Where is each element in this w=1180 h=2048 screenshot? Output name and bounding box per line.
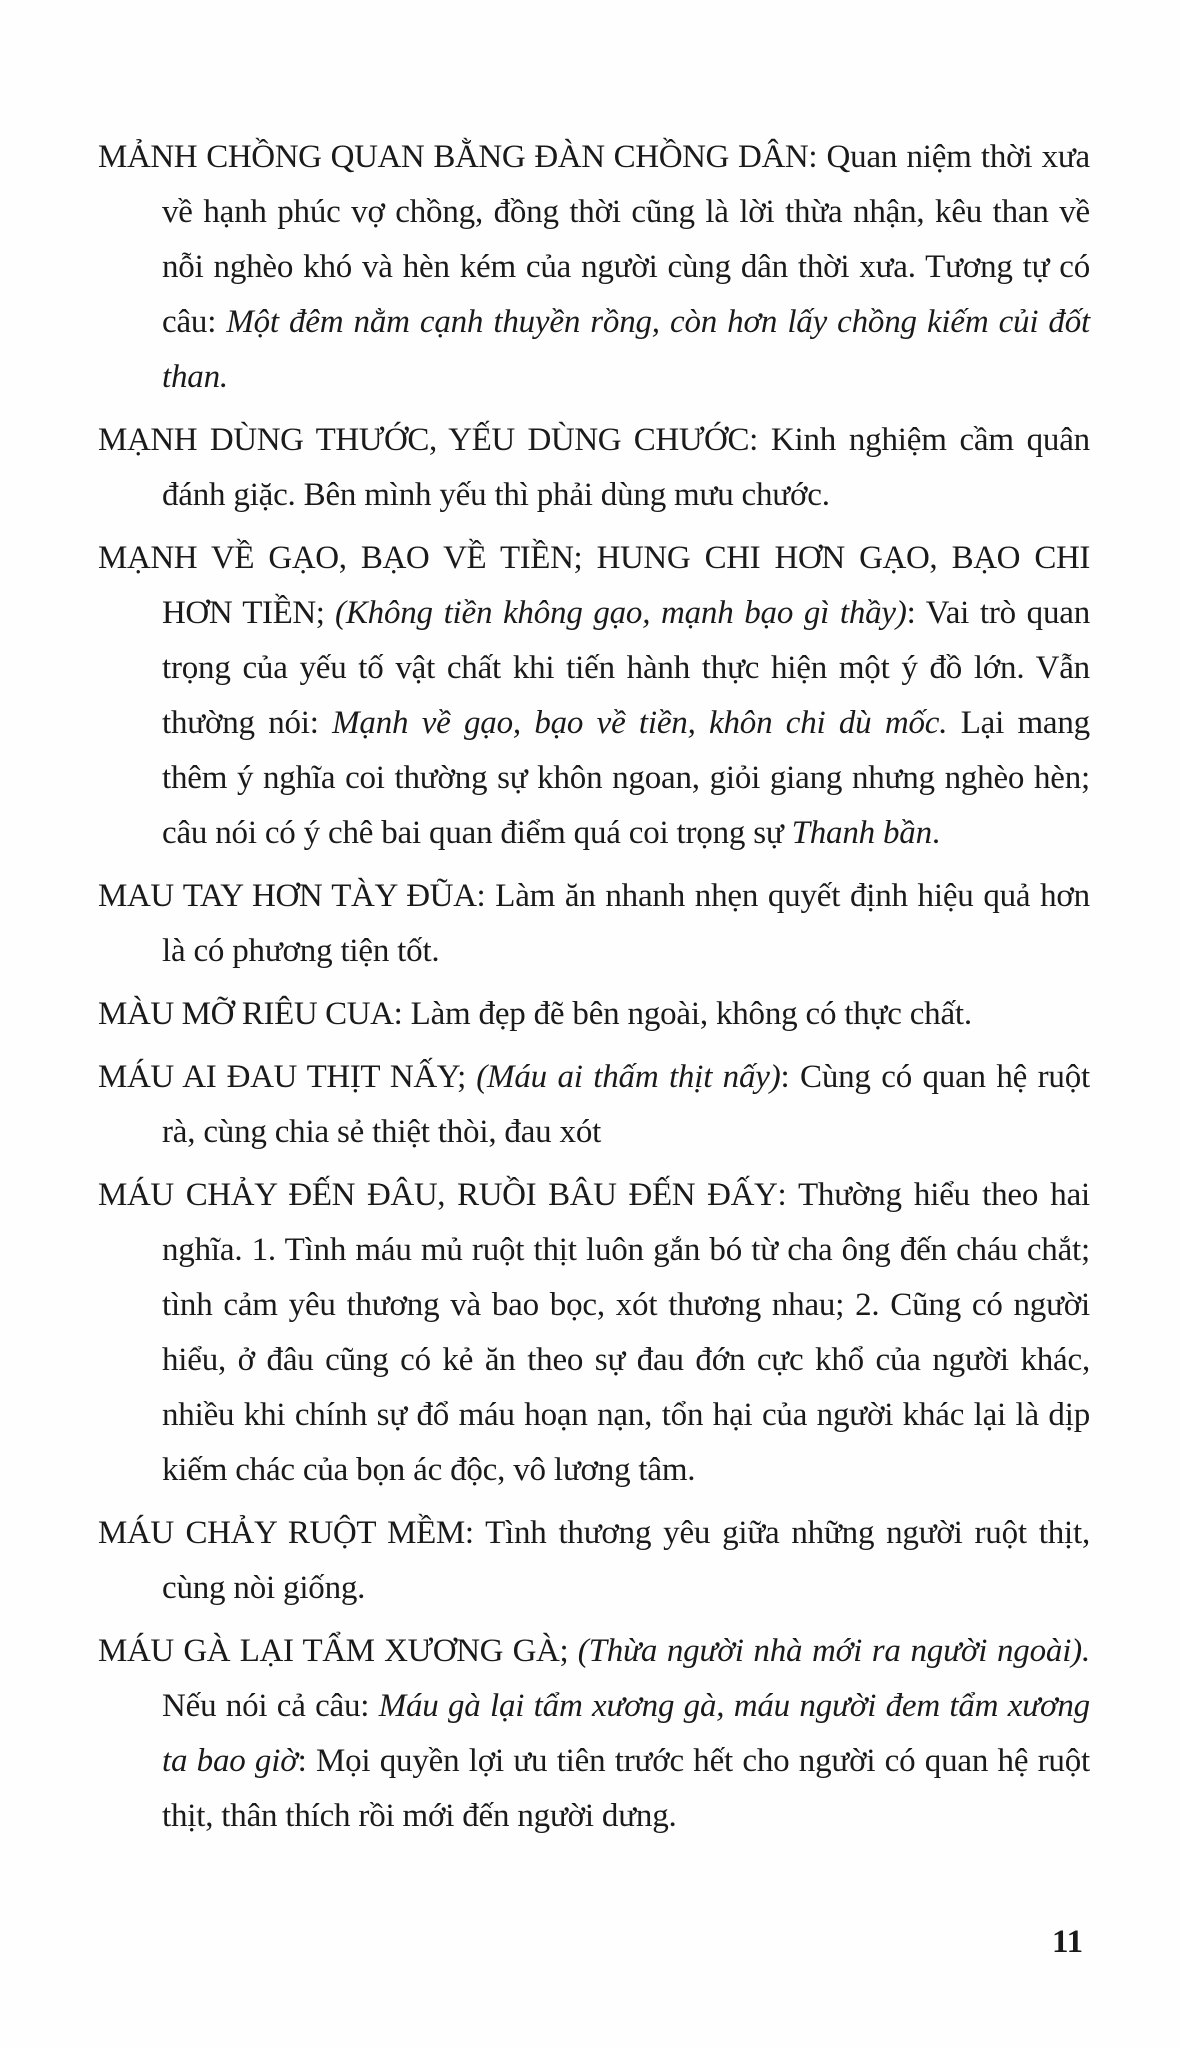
- page-number: 11: [1052, 1924, 1084, 1960]
- entry-definition-continued: : Mọi quyền lợi ưu tiên trước hết cho người có quan hệ ruột thịt, thân thích rồi mới đến người dưng.: [162, 1743, 1091, 1834]
- entry-definition: : Làm đẹp đẽ bên ngoài, không có thực chất.: [393, 996, 972, 1032]
- entry-punctuation: .: [931, 815, 940, 851]
- entry-headword: MÁU CHẢY ĐẾN ĐÂU, RUỒI BÂU ĐẾN ĐẤY: [98, 1177, 778, 1213]
- entry-manh-chong-quan: [98, 130, 1090, 405]
- entry-variant-italic: (Không tiền không gạo, mạnh bạo gì thầy): [335, 595, 907, 631]
- entry-mau-chay-ruot-mem: [98, 1506, 1090, 1616]
- entry-mau-chay-den-dau: [98, 1168, 1090, 1498]
- entry-manh-dung-thuoc: [98, 413, 1090, 523]
- entry-variant-italic: (Thừa người nhà mới ra người ngoài).: [577, 1633, 1090, 1669]
- entry-headword: MẠNH VỀ GẠO, BẠO VỀ TIỀN; HUNG CHI HƠN GẠO, BẠO CHI HƠN TIỀN;: [98, 540, 1090, 631]
- entry-headword: MẢNH CHỒNG QUAN BẰNG ĐÀN CHỒNG DÂN: [98, 139, 809, 175]
- entry-definition: : Làm ăn nhanh nhẹn quyết định hiệu quả hơn là có phương tiện tốt.: [162, 878, 1090, 969]
- entry-example-italic: Máu gà lại tẩm xương gà, máu người đem tẩm xương ta bao giờ: [162, 1688, 1090, 1779]
- entry-manh-ve-gao: [98, 531, 1090, 861]
- dictionary-entries: [98, 130, 1090, 1852]
- entry-variant-italic: (Máu ai thấm thịt nấy): [476, 1059, 781, 1095]
- entry-definition: : Vai trò quan trọng của yếu tố vật chất khi tiến hành thực hiện một ý đồ lớn. Vẫn thường nói:: [162, 595, 1090, 741]
- entry-definition: : Thường hiểu theo hai nghĩa. 1. Tình máu mủ ruột thịt luôn gắn bó từ cha ông đến cháu chắt; tình cảm yêu thương và bao bọc, xót thương nhau; 2. Cũng có người hiểu, ở đâu cũng có kẻ ăn theo sự đau đớn cực khổ của người khác, nhiều khi chính sự đổ máu hoạn nạn, tổn hại của người khác lại là dịp kiếm chác của bọn ác độc, vô lương tâm.: [162, 1177, 1090, 1488]
- entry-definition: : Cùng có quan hệ ruột rà, cùng chia sẻ thiệt thòi, đau xót: [162, 1059, 1090, 1150]
- entry-definition-continued: Lại mang thêm ý nghĩa coi thường sự khôn ngoan, giỏi giang nhưng nghèo hèn; câu nói có ý chê bai quan điểm quá coi trọng sự: [162, 705, 1090, 851]
- entry-mau-ga-lai-tam-xuong-ga: [98, 1624, 1090, 1844]
- entry-term-italic: Thanh bần: [791, 815, 932, 851]
- entry-headword: MAU TAY HƠN TÀY ĐŨA: [98, 878, 477, 914]
- entry-headword: MÀU MỠ RIÊU CUA: [98, 996, 394, 1032]
- entry-mau-tay-hon-tay-dua: [98, 869, 1090, 979]
- entry-definition: : Kinh nghiệm cầm quân đánh giặc. Bên mình yếu thì phải dùng mưu chước.: [162, 422, 1090, 513]
- entry-mau-ai-dau-thit-nay: [98, 1050, 1090, 1160]
- entry-definition: Nếu nói cả câu:: [162, 1688, 379, 1724]
- entry-definition: : Tình thương yêu giữa những người ruột thịt, cùng nòi giống.: [162, 1515, 1090, 1606]
- entry-example-italic: Một đêm nằm cạnh thuyền rồng, còn hơn lấy chồng kiếm củi đốt than.: [162, 304, 1091, 395]
- entry-headword: MÁU AI ĐAU THỊT NẤY;: [98, 1059, 477, 1095]
- entry-headword: MÁU GÀ LẠI TẨM XƯƠNG GÀ;: [98, 1633, 578, 1669]
- entry-definition: : Quan niệm thời xưa về hạnh phúc vợ chồng, đồng thời cũng là lời thừa nhận, kêu than về nỗi nghèo khó và hèn kém của người cùng dân thời xưa. Tương tự có câu:: [162, 139, 1091, 340]
- entry-example-italic: Mạnh về gạo, bạo về tiền, khôn chi dù mốc.: [332, 705, 948, 741]
- entry-headword: MÁU CHẢY RUỘT MỀM: [98, 1515, 465, 1551]
- entry-headword: MẠNH DÙNG THƯỚC, YẾU DÙNG CHƯỚC: [98, 422, 750, 458]
- entry-mau-mo-rieu-cua: [98, 987, 1090, 1042]
